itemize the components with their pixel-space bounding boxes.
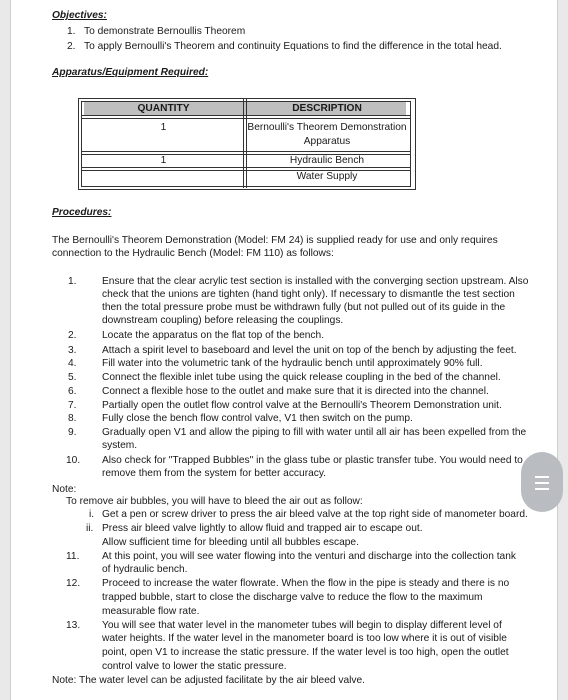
step-number: 1.: [68, 276, 77, 287]
table-cell-description: Apparatus: [303, 136, 351, 147]
step-text: downstream coupling) before releasing the couplings.: [102, 315, 344, 326]
table-cell-quantity: 1: [160, 155, 167, 166]
page-margin-right: [558, 0, 568, 700]
step-text: Fully close the bench flow control valve, V1 then switch on the pump.: [102, 413, 413, 424]
step-text: Partially open the outlet flow control valve at the Bernoulli's Theorem Demonstration unit.: [102, 400, 502, 411]
step-text: then the total pressure probe must be withdrawn fully (but not pulled out of its guide in the: [102, 302, 506, 313]
procedures-heading: Procedures:: [52, 207, 112, 218]
step-number: 2.: [68, 330, 77, 341]
step-text: system.: [102, 440, 138, 451]
step-number: 11.: [66, 551, 80, 562]
step-text: At this point, you will see water flowing into the venturi and discharge into the collection tank: [102, 551, 516, 562]
step-text: Fill water into the volumetric tank of the hydraulic bench until approximately 90% full.: [102, 358, 483, 369]
step-text: Connect a flexible hose to the outlet and make sure that it is directed into the channel.: [102, 386, 489, 397]
note-item-text: Allow sufficient time for bleeding until all bubbles escape.: [102, 537, 359, 548]
step-text: control valve to lower the static pressure.: [102, 661, 287, 672]
step-text: You will see that water level in the manometer tubes will begin to display different level of: [102, 620, 502, 631]
page-border-left: [10, 0, 11, 700]
step-text: of hydraulic bench.: [102, 564, 188, 575]
step-text: Proceed to increase the water flowrate. When the flow in the pipe is steady and there is no: [102, 578, 510, 589]
note-intro: To remove air bubbles, you will have to bleed the air out as follow:: [66, 496, 363, 507]
page-border-right: [557, 0, 558, 700]
step-text: trapped bubble, start to close the discharge valve to reduce the flow to the maximum: [102, 592, 483, 603]
step-text: Connect the flexible inlet tube using the quick release coupling in the bed of the channel.: [102, 372, 501, 383]
page-margin-left: [0, 0, 10, 700]
step-text: Ensure that the clear acrylic test section is installed with the converging section upstream. Also: [102, 276, 529, 287]
step-text: Locate the apparatus on the flat top of the bench.: [102, 330, 325, 341]
step-text: point, open V1 to increase the static pressure. If the water level is too high, open the outlet: [102, 647, 509, 658]
note-item-text: Get a pen or screw driver to press the air bleed valve at the top right side of manometer board.: [102, 509, 528, 520]
step-text: Attach a spirit level to baseboard and level the unit on top of the bench by adjusting the feet.: [102, 345, 517, 356]
note-item-text: Press air bleed valve lightly to allow fluid and trapped air to escape out.: [102, 523, 423, 534]
table-cell-quantity: 1: [160, 122, 167, 133]
note-item-number: i.: [89, 509, 95, 520]
step-number: 10.: [66, 455, 81, 466]
step-number: 5.: [68, 372, 77, 383]
procedures-intro-line: The Bernoulli's Theorem Demonstration (Model: FM 24) is supplied ready for use and only requires: [52, 235, 498, 246]
step-text: water heights. If the water level in the manometer board is too low where it is out of visible: [102, 633, 507, 644]
table-cell-description: Bernoulli's Theorem Demonstration: [247, 122, 407, 133]
step-number: 13.: [66, 620, 81, 631]
objectives-heading: Objectives:: [52, 10, 107, 21]
step-number: 6.: [68, 386, 77, 397]
final-note: Note: The water level can be adjusted facilitate by the air bleed valve.: [52, 675, 365, 686]
step-number: 9.: [68, 427, 77, 438]
objective-text: To apply Bernoulli's Theorem and continuity Equations to find the difference in the total head.: [84, 41, 502, 52]
apparatus-heading: Apparatus/Equipment Required:: [52, 67, 209, 78]
step-text: Gradually open V1 and allow the piping to fill with water until all air has been expelled from the: [102, 427, 527, 438]
step-number: 7.: [68, 400, 77, 411]
objective-text: To demonstrate Bernoullis Theorem: [84, 26, 246, 37]
objective-number: 2.: [67, 41, 76, 52]
drag-handle-icon[interactable]: [521, 452, 563, 512]
step-number: 4.: [68, 358, 77, 369]
step-number: 3.: [68, 345, 77, 356]
note-item-number: ii.: [86, 523, 94, 534]
step-number: 12.: [66, 578, 81, 589]
step-text: remove them from the system for better accuracy.: [102, 468, 327, 479]
procedures-intro-line: connection to the Hydraulic Bench (Model: FM 110) as follows:: [52, 248, 334, 259]
step-text: check that the unions are tighten (hand tight only). If necessary to dismantle the test section: [102, 289, 515, 300]
step-text: measurable flow rate.: [102, 606, 200, 617]
table-cell-description: Water Supply: [296, 171, 358, 182]
step-number: 8.: [68, 413, 77, 424]
table-header-quantity: QUANTITY: [137, 103, 190, 114]
table-header-description: DESCRIPTION: [292, 103, 362, 114]
note-label: Note:: [52, 484, 77, 495]
objective-number: 1.: [67, 26, 76, 37]
step-text: Also check for "Trapped Bubbles" in the glass tube or plastic transfer tube. You would need to: [102, 455, 523, 466]
table-cell-description: Hydraulic Bench: [289, 155, 365, 166]
